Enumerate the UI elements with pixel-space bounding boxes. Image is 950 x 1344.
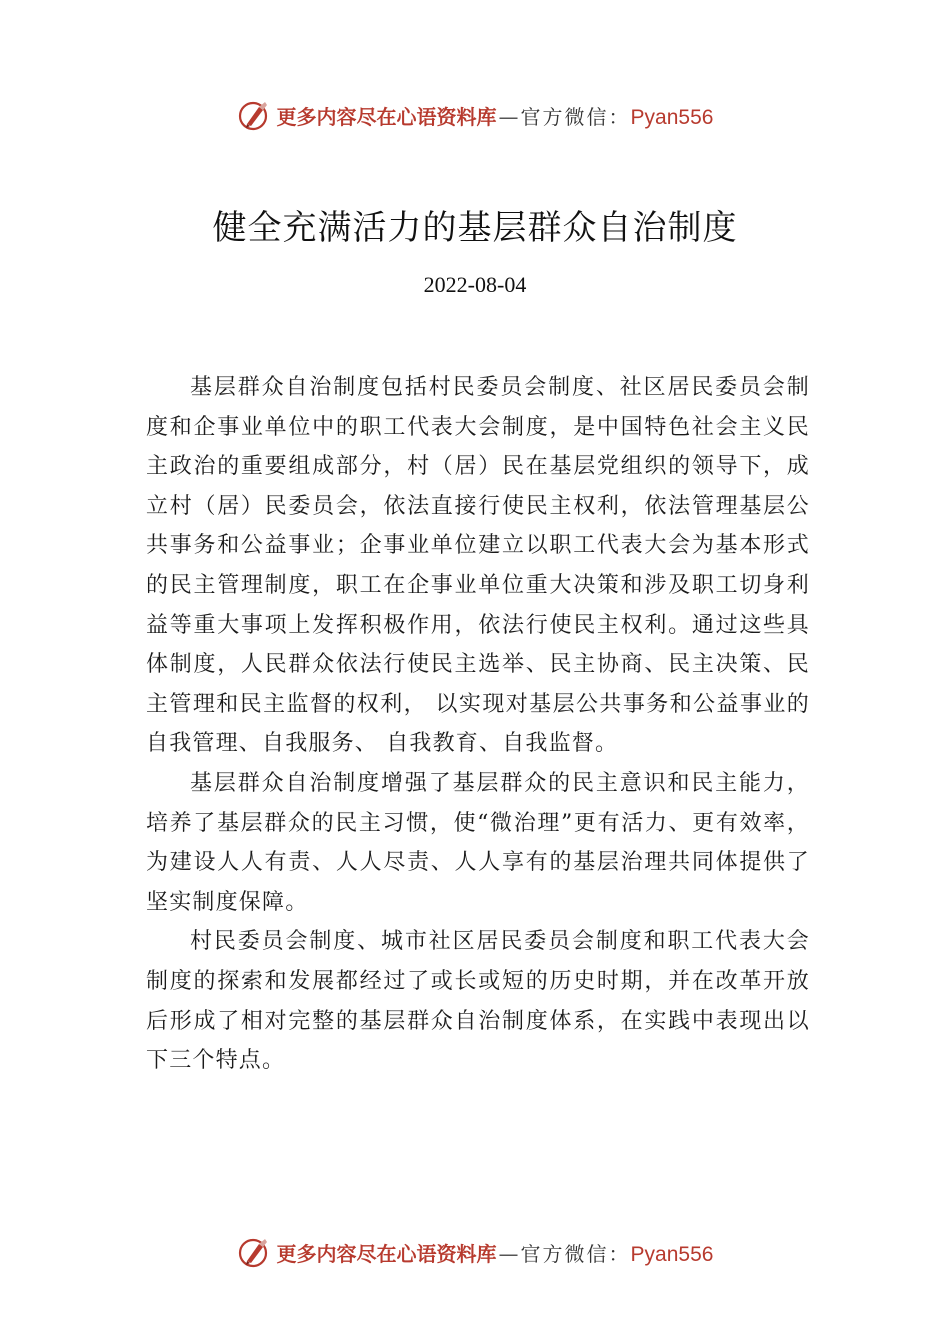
banner-dash: —	[498, 1241, 519, 1266]
banner-text	[277, 1238, 714, 1267]
body-paragraph: 基层群众自治制度包括村民委员会制度、社区居民委员会制度和企事业单位中的职工代表大会制度，是中国特色社会主义民主政治的重要组成部分，村（居）民在基层党组织的领导下，成立村（居）民委员会，依法直接行使民主权利，依法管理基层公共事务和公益事业；企事业单位建立以职工代表大会为基本形式的民主管理制度，职工在企事业单位重大决策和涉及职工切身利益等重大事项上发挥积极作用，依法行使民主权利。通过这些具体制度，人民群众依法行使民主选举、民主协商、民主决策、民主管理和民主监督的权利， 以实现对基层公共事务和公益事业的自我管理、自我服务、 自我教育、自我监督。	[146, 375, 810, 757]
banner-dash: —	[498, 104, 519, 129]
document-date: 2022-08-04	[423, 272, 527, 297]
banner-wechat-id: Pyan556	[630, 1242, 714, 1266]
footer-banner	[0, 1232, 950, 1272]
body-paragraph: 基层群众自治制度增强了基层群众的民主意识和民主能力，培养了基层群众的民主习惯，使“微治理”更有活力、更有效率，为建设人人有责、人人尽责、人人享有的基层治理共同体提供了坚实制度保障。	[146, 770, 810, 915]
header-banner	[0, 95, 950, 135]
banner-slogan: 更多内容尽在心语资料库	[276, 1241, 497, 1266]
document-title: 健全充满活力的基层群众自治制度	[212, 208, 738, 248]
body-paragraph: 村民委员会制度、城市社区居民委员会制度和职工代表大会制度的探索和发展都经过了或长或短的历史时期，并在改革开放后形成了相对完整的基层群众自治制度体系，在实践中表现出以下三个特点。	[146, 929, 810, 1074]
banner-wechat-id: Pyan556	[630, 105, 714, 129]
document-body	[146, 368, 810, 1081]
banner-wechat-label: 官方微信：	[520, 104, 631, 129]
banner-slogan: 更多内容尽在心语资料库	[276, 104, 497, 129]
banner-text	[277, 101, 714, 130]
pen-circle-logo-icon	[237, 98, 271, 132]
pen-circle-logo-icon	[237, 1235, 271, 1269]
banner-wechat-label: 官方微信：	[520, 1241, 631, 1266]
